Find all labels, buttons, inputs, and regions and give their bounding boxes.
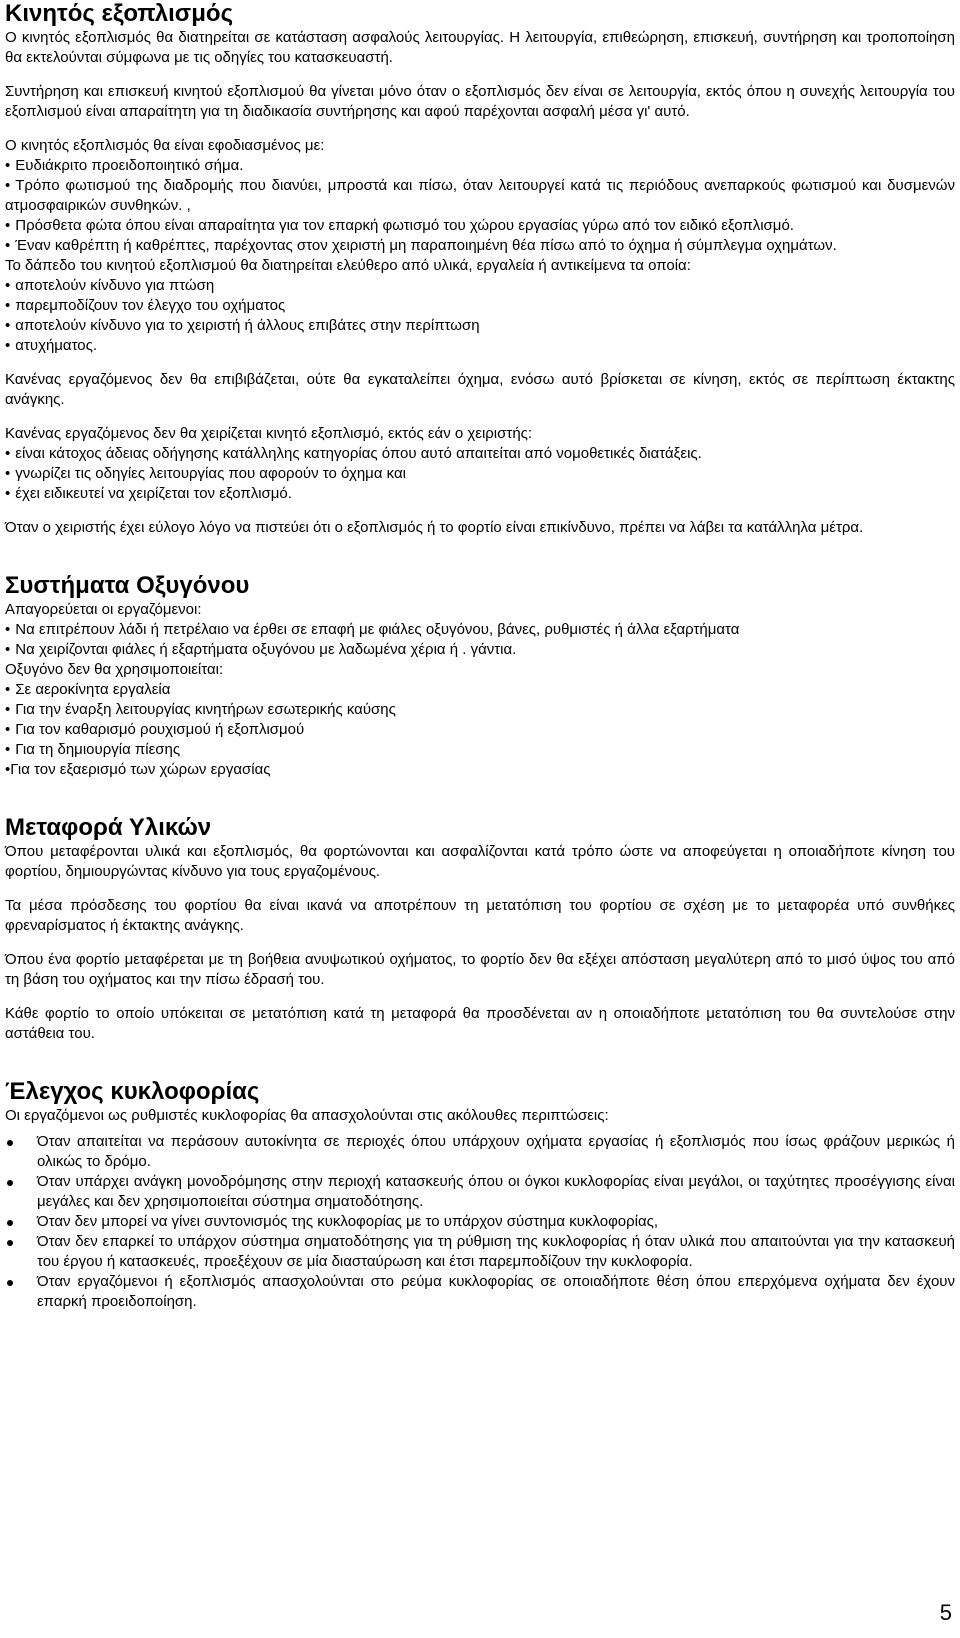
list-item: • είναι κάτοχος άδειας οδήγησης κατάλληλης κατηγορίας όπου αυτό απαιτείται από νομοθετικές διατάξεις.: [5, 445, 702, 462]
paragraph: Κανένας εργαζόμενος δεν θα επιβιβάζεται, ούτε θα εγκαταλείπει όχημα, ενόσω αυτό βρίσκεται σε κίνηση, εκτός σε περίπτωση έκτακτης ανάγκης.: [5, 371, 955, 408]
document-page: [5, 0, 955, 1312]
list-item: • αποτελούν κίνδυνο για το χειριστή ή άλλους επιβάτες στην περίπτωση: [5, 317, 480, 334]
list-item: • Να χειρίζονται φιάλες ή εξαρτήματα οξυγόνου με λαδωμένα χέρια ή . γάντια.: [5, 641, 517, 658]
list-item: • Για τη δημιουργία πίεσης: [5, 741, 181, 758]
list-item: • παρεμποδίζουν τον έλεγχο του οχήματος: [5, 297, 286, 314]
paragraph: Κανένας εργαζόμενος δεν θα χειρίζεται κινητό εξοπλισμό, εκτός εάν ο χειριστής:: [5, 425, 533, 442]
paragraph: Όπου ένα φορτίο μεταφέρεται με τη βοήθεια ανυψωτικού οχήματος, το φορτίο δεν θα εξέχει απόσταση μεγαλύτερη από το μισό ύψος του από τη βάση του οχήματος και την πίσω έδρασή του.: [5, 951, 955, 988]
list-item: Όταν υπάρχει ανάγκη μονοδρόμησης στην περιοχή κατασκευής όπου οι όγκοι κυκλοφορίας είναι μεγάλοι, οι ταχύτητες προσέγγισης είναι μεγάλες και δεν χρησιμοποιείται σύστημα σηματοδότησης.: [5, 1172, 955, 1212]
list-item: • ατυχήματος.: [5, 337, 98, 354]
page-number: 5: [939, 1600, 952, 1625]
list-item: • Πρόσθετα φώτα όπου είναι απαραίτητα για τον επαρκή φωτισμό του χώρου εργασίας γύρω από τον ειδικό εξοπλισμό.: [5, 217, 794, 234]
list-item: • Έναν καθρέπτη ή καθρέπτες, παρέχοντας στον χειριστή μη παραποιημένη θέα πίσω από το όχημα ή σύμπλεγμα οχημάτων.: [5, 237, 837, 254]
operator-requirements-list: [5, 444, 955, 504]
list-item: Όταν δεν επαρκεί το υπάρχον σύστημα σηματοδότησης για τη ρύθμιση της κυκλοφορίας ή όταν υλικά που απαιτούνται για την κατασκευή του έργου ή κατασκευές, προεξέχουν σε μία διασταύρωση και έτσι παρεμποδίζουν την κυκλοφορία.: [5, 1232, 955, 1272]
paragraph: Ο κινητός εξοπλισμός θα διατηρείται σε κατάσταση ασφαλούς λειτουργίας. Η λειτουργία, επιθεώρηση, επισκευή, συντήρηση και τροποποίηση θα εκτελούνται σύμφωνα με τις οδηγίες του κατασκευαστή.: [5, 29, 955, 66]
equipment-requirements-list: [5, 156, 955, 256]
section-title-traffic-control: Έλεγχος κυκλοφορίας: [5, 1078, 260, 1105]
paragraph: Το δάπεδο του κινητού εξοπλισμού θα διατηρείται ελεύθερο από υλικά, εργαλεία ή αντικείμενα τα οποία:: [5, 257, 691, 274]
list-item: • Για τον καθαρισμό ρουχισμού ή εξοπλισμού: [5, 721, 305, 738]
list-item: Όταν δεν μπορεί να γίνει συντονισμός της κυκλοφορίας με το υπάρχον σύστημα κυκλοφορίας,: [5, 1212, 955, 1232]
list-item: Όταν εργαζόμενοι ή εξοπλισμός απασχολούνται στο ρεύμα κυκλοφορίας σε οποιαδήποτε θέση όπου επερχόμενα οχήματα δεν έχουν επαρκή προειδοποίηση.: [5, 1272, 955, 1312]
section-title-mobile-equipment: Κινητός εξοπλισμός: [5, 0, 234, 27]
paragraph: Ο κινητός εξοπλισμός θα είναι εφοδιασμένος με:: [5, 137, 325, 154]
list-item: • αποτελούν κίνδυνο για πτώση: [5, 277, 215, 294]
list-item: • Για την έναρξη λειτουργίας κινητήρων εσωτερικής καύσης: [5, 701, 396, 718]
oxygen-prohibitions-list: [5, 620, 955, 660]
list-item: • Να επιτρέπουν λάδι ή πετρέλαιο να έρθει σε επαφή με φιάλες οξυγόνου, βάνες, ρυθμιστές ή άλλα εξαρτήματα: [5, 621, 740, 638]
list-item: •Για τον εξαερισμό των χώρων εργασίας: [5, 761, 271, 778]
paragraph: Όπου μεταφέρονται υλικά και εξοπλισμός, θα φορτώνονται και ασφαλίζονται κατά τρόπο ώστε να αποφεύγεται η οποιαδήποτε κίνηση του φορτίου, δημιουργώντας κίνδυνο για τους εργαζομένους.: [5, 843, 955, 880]
paragraph: Κάθε φορτίο το οποίο υπόκειται σε μετατόπιση κατά τη μεταφορά θα προσδένεται αν η οποιαδήποτε μετατόπιση του θα συντελούσε στην αστάθεια του.: [5, 1005, 955, 1042]
list-item: • Ευδιάκριτο προειδοποιητικό σήμα.: [5, 157, 244, 174]
floor-hazard-list: [5, 276, 955, 356]
paragraph: Τα μέσα πρόσδεσης του φορτίου θα είναι ικανά να αποτρέπουν τη μετατόπιση του φορτίου σε σχέση με το μεταφορέα υπό συνθήκες φρεναρίσματος ή έκτακτης ανάγκης.: [5, 897, 955, 934]
paragraph: Συντήρηση και επισκευή κινητού εξοπλισμού θα γίνεται μόνο όταν ο εξοπλισμός δεν είναι σε λειτουργία, εκτός όπου η συνεχής λειτουργία του εξοπλισμού είναι απαραίτητη για τη διαδικασία συντήρησης και αφού παρέχονται ασφαλή μέσα γι' αυτό.: [5, 83, 955, 120]
list-item: • Τρόπο φωτισμού της διαδρομής που διανύει, μπροστά και πίσω, όταν λειτουργεί κατά τις περιόδους ανεπαρκούς φωτισμού και δυσμενών ατμοσφαιρικών συνθηκών. ,: [5, 177, 955, 214]
traffic-cases-list: [5, 1132, 955, 1312]
paragraph: Οξυγόνο δεν θα χρησιμοποιείται:: [5, 661, 224, 678]
section-title-oxygen-systems: Συστήματα Οξυγόνου: [5, 572, 250, 599]
list-item: • έχει ειδικευτεί να χειρίζεται τον εξοπλισμό.: [5, 485, 292, 502]
list-item: • Σε αεροκίνητα εργαλεία: [5, 681, 171, 698]
paragraph: Όταν ο χειριστής έχει εύλογο λόγο να πιστεύει ότι ο εξοπλισμός ή το φορτίο είναι επικίνδυνο, πρέπει να λάβει τα κατάλληλα μέτρα.: [5, 519, 864, 536]
list-item: Όταν απαιτείται να περάσουν αυτοκίνητα σε περιοχές όπου υπάρχουν οχήματα εργασίας ή εξοπλισμός που ίσως φράζουν μερικώς ή ολικώς το δρόμο.: [5, 1132, 955, 1172]
oxygen-uses-list: [5, 680, 955, 780]
paragraph: Οι εργαζόμενοι ως ρυθμιστές κυκλοφορίας θα απασχολούνται στις ακόλουθες περιπτώσεις:: [5, 1107, 609, 1124]
paragraph: Απαγορεύεται οι εργαζόμενοι:: [5, 601, 202, 618]
section-title-material-transport: Μεταφορά Υλικών: [5, 814, 212, 841]
list-item: • γνωρίζει τις οδηγίες λειτουργίας που αφορούν το όχημα και: [5, 465, 406, 482]
